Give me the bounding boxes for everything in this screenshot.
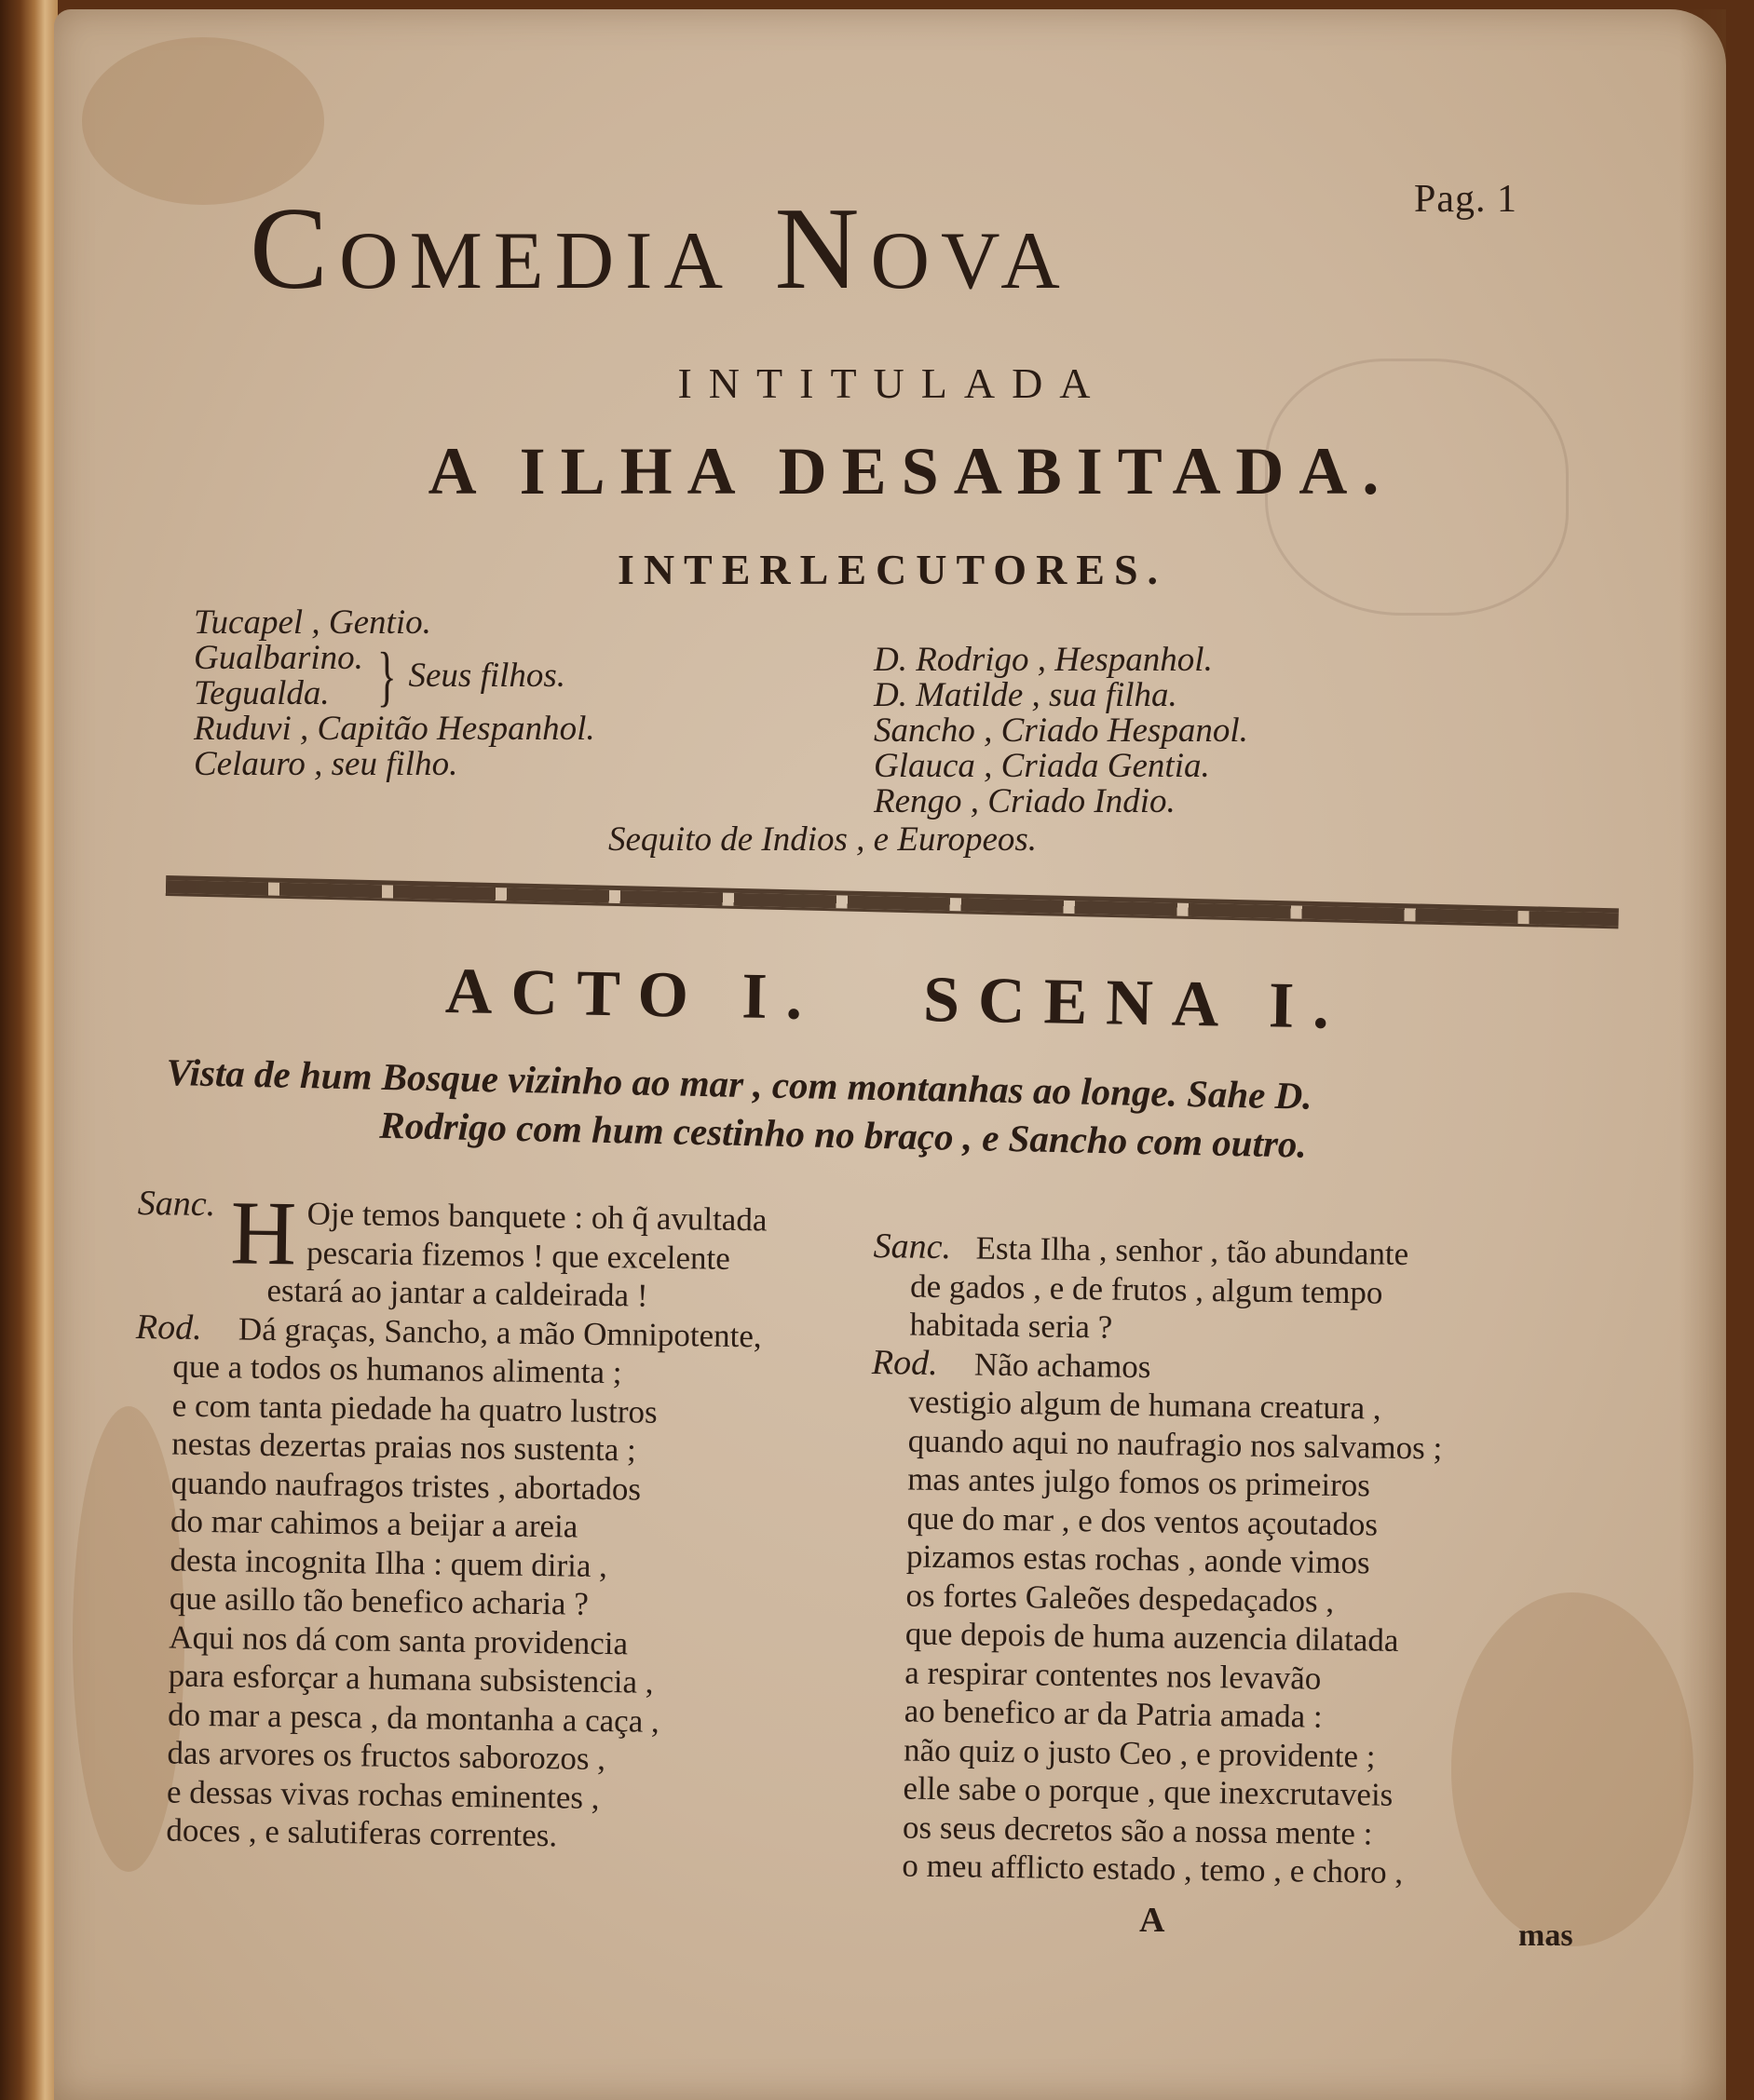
stage-direction-line: Rodrigo com hum cestinho no braço , e Sancho com outro. xyxy=(378,1103,1308,1166)
cast-entry: D. Matilde , sua filha. xyxy=(874,676,1177,714)
verse-line xyxy=(306,1195,768,1279)
drop-cap: H xyxy=(229,1183,297,1285)
page-title: Comedia Nova xyxy=(250,184,1071,314)
speaker-label: Rod. xyxy=(135,1307,202,1348)
cast-list-left xyxy=(194,605,595,782)
verse-line: doces , e salutiferas correntes. xyxy=(166,1811,558,1854)
verse-line: o meu afflicto estado , temo , e choro , xyxy=(902,1847,1404,1890)
cast-list-right xyxy=(874,643,1248,820)
brace-symbol: } xyxy=(376,639,397,713)
intitulada-line: INTITULADA xyxy=(677,359,1108,407)
scene-label: SCENA I. xyxy=(922,963,1349,1043)
verse-line: que a todos os humanos alimenta ; xyxy=(172,1348,622,1391)
verse-column-right xyxy=(864,1227,1619,1895)
cast-entry: Rengo , Criado Indio. xyxy=(874,782,1176,820)
verse-line: nestas dezertas praias nos sustenta ; xyxy=(170,1425,637,1469)
verse-line: Não achamos xyxy=(973,1346,1151,1385)
cast-entry: Gualbarino. xyxy=(194,639,363,677)
verse-line: das arvores os fructos saborozos , xyxy=(167,1734,606,1778)
verse-line: elle sabe o porque , que inexcrutaveis xyxy=(903,1769,1394,1813)
verse-opening xyxy=(137,1183,911,1285)
speaker-label: Sanc. xyxy=(137,1184,216,1225)
verse-line: e com tanta piedade ha quatro lustros xyxy=(171,1387,658,1430)
cast-brace-label: Seus filhos. xyxy=(408,657,566,695)
ornamental-rule xyxy=(166,875,1619,928)
verse-line: desta incognita Ilha : quem diria , xyxy=(170,1541,608,1584)
verse-line: Esta Ilha , senhor , tão abundante xyxy=(975,1229,1409,1273)
cast-brace-group xyxy=(194,641,595,711)
verse-line: Aqui nos dá com santa providencia xyxy=(169,1619,629,1661)
verse-line: quando aqui no naufragio nos salvamos ; xyxy=(907,1422,1443,1467)
interlocutores-heading: INTERLECUTORES. xyxy=(617,546,1168,593)
verse-line: quando naufragos tristes , abortados xyxy=(170,1464,642,1508)
page-number: Pag. 1 xyxy=(1414,178,1517,221)
verse-column-left xyxy=(129,1183,911,1860)
page-content xyxy=(54,9,1726,2100)
verse-line: Oje temos banquete : oh q̃ avultada xyxy=(306,1195,768,1239)
verse-line: do mar a pesca , da montanha a caça , xyxy=(167,1696,660,1740)
speaker-label: Sanc. xyxy=(873,1226,952,1267)
cast-entry: Ruduvi , Capitão Hespanhol. xyxy=(194,710,595,748)
verse-line: para esforçar a humana subsistencia , xyxy=(168,1657,654,1700)
verse-line: pizamos estas rochas , aonde vimos xyxy=(905,1538,1370,1581)
book-page xyxy=(54,9,1726,2100)
cast-entry: Celauro , seu filho. xyxy=(194,745,458,783)
verse-line: que do mar , e dos ventos açoutados xyxy=(906,1499,1379,1543)
verse-line: que depois de huma auzencia dilatada xyxy=(904,1615,1399,1659)
stage-direction xyxy=(165,1048,1620,1175)
act-scene-heading xyxy=(444,955,1348,1045)
verse-line: mas antes julgo fomos os primeiros xyxy=(906,1460,1371,1504)
signature-mark: A xyxy=(1139,1901,1165,1940)
verse-line: do mar cahimos a beijar a areia xyxy=(170,1502,578,1545)
cast-entry: Sancho , Criado Hespanol. xyxy=(874,711,1248,750)
sequito-line: Sequito de Indios , e Europeos. xyxy=(608,820,1038,859)
catchword: mas xyxy=(1518,1918,1573,1953)
speaker-label: Rod. xyxy=(871,1342,938,1383)
verse-line: pescaria fizemos ! que excelente xyxy=(306,1234,731,1277)
play-subtitle: A ILHA DESABITADA. xyxy=(428,434,1394,508)
cast-entry: Tucapel , Gentio. xyxy=(194,603,431,642)
verse-line: que asillo tão benefico acharia ? xyxy=(169,1579,590,1622)
book-binding xyxy=(0,0,58,2100)
cast-entry: Glauca , Criada Gentia. xyxy=(874,747,1210,785)
verse-line: a respirar contentes nos levavão xyxy=(904,1654,1322,1697)
verse-line: Dá graças, Sancho, a mão Omnipotente, xyxy=(238,1310,762,1354)
verse-line: ao benefico ar da Patria amada : xyxy=(904,1692,1323,1735)
verse-line: vestigio algum de humana creatura , xyxy=(908,1383,1381,1427)
verse-line: os seus decretos são a nossa mente : xyxy=(902,1808,1373,1852)
verse-line: estará ao jantar a caldeirada ! xyxy=(266,1271,648,1314)
cast-entry: Tegualda. xyxy=(194,674,330,712)
verse-line: não quiz o justo Ceo , e providente ; xyxy=(903,1731,1376,1775)
verse-line: de gados , e de frutos , algum tempo xyxy=(909,1267,1383,1311)
verse-line: e dessas vivas rochas eminentes , xyxy=(166,1772,600,1816)
verse-line: habitada seria ? xyxy=(909,1306,1113,1346)
act-label: ACTO I. xyxy=(444,955,822,1035)
stage-direction-line: Vista de hum Bosque vizinho ao mar , com montanhas ao longe. Sahe D. xyxy=(166,1050,1313,1118)
cast-entry: D. Rodrigo , Hespanhol. xyxy=(874,641,1213,679)
verse-line: os fortes Galeões despedaçados , xyxy=(905,1577,1335,1619)
